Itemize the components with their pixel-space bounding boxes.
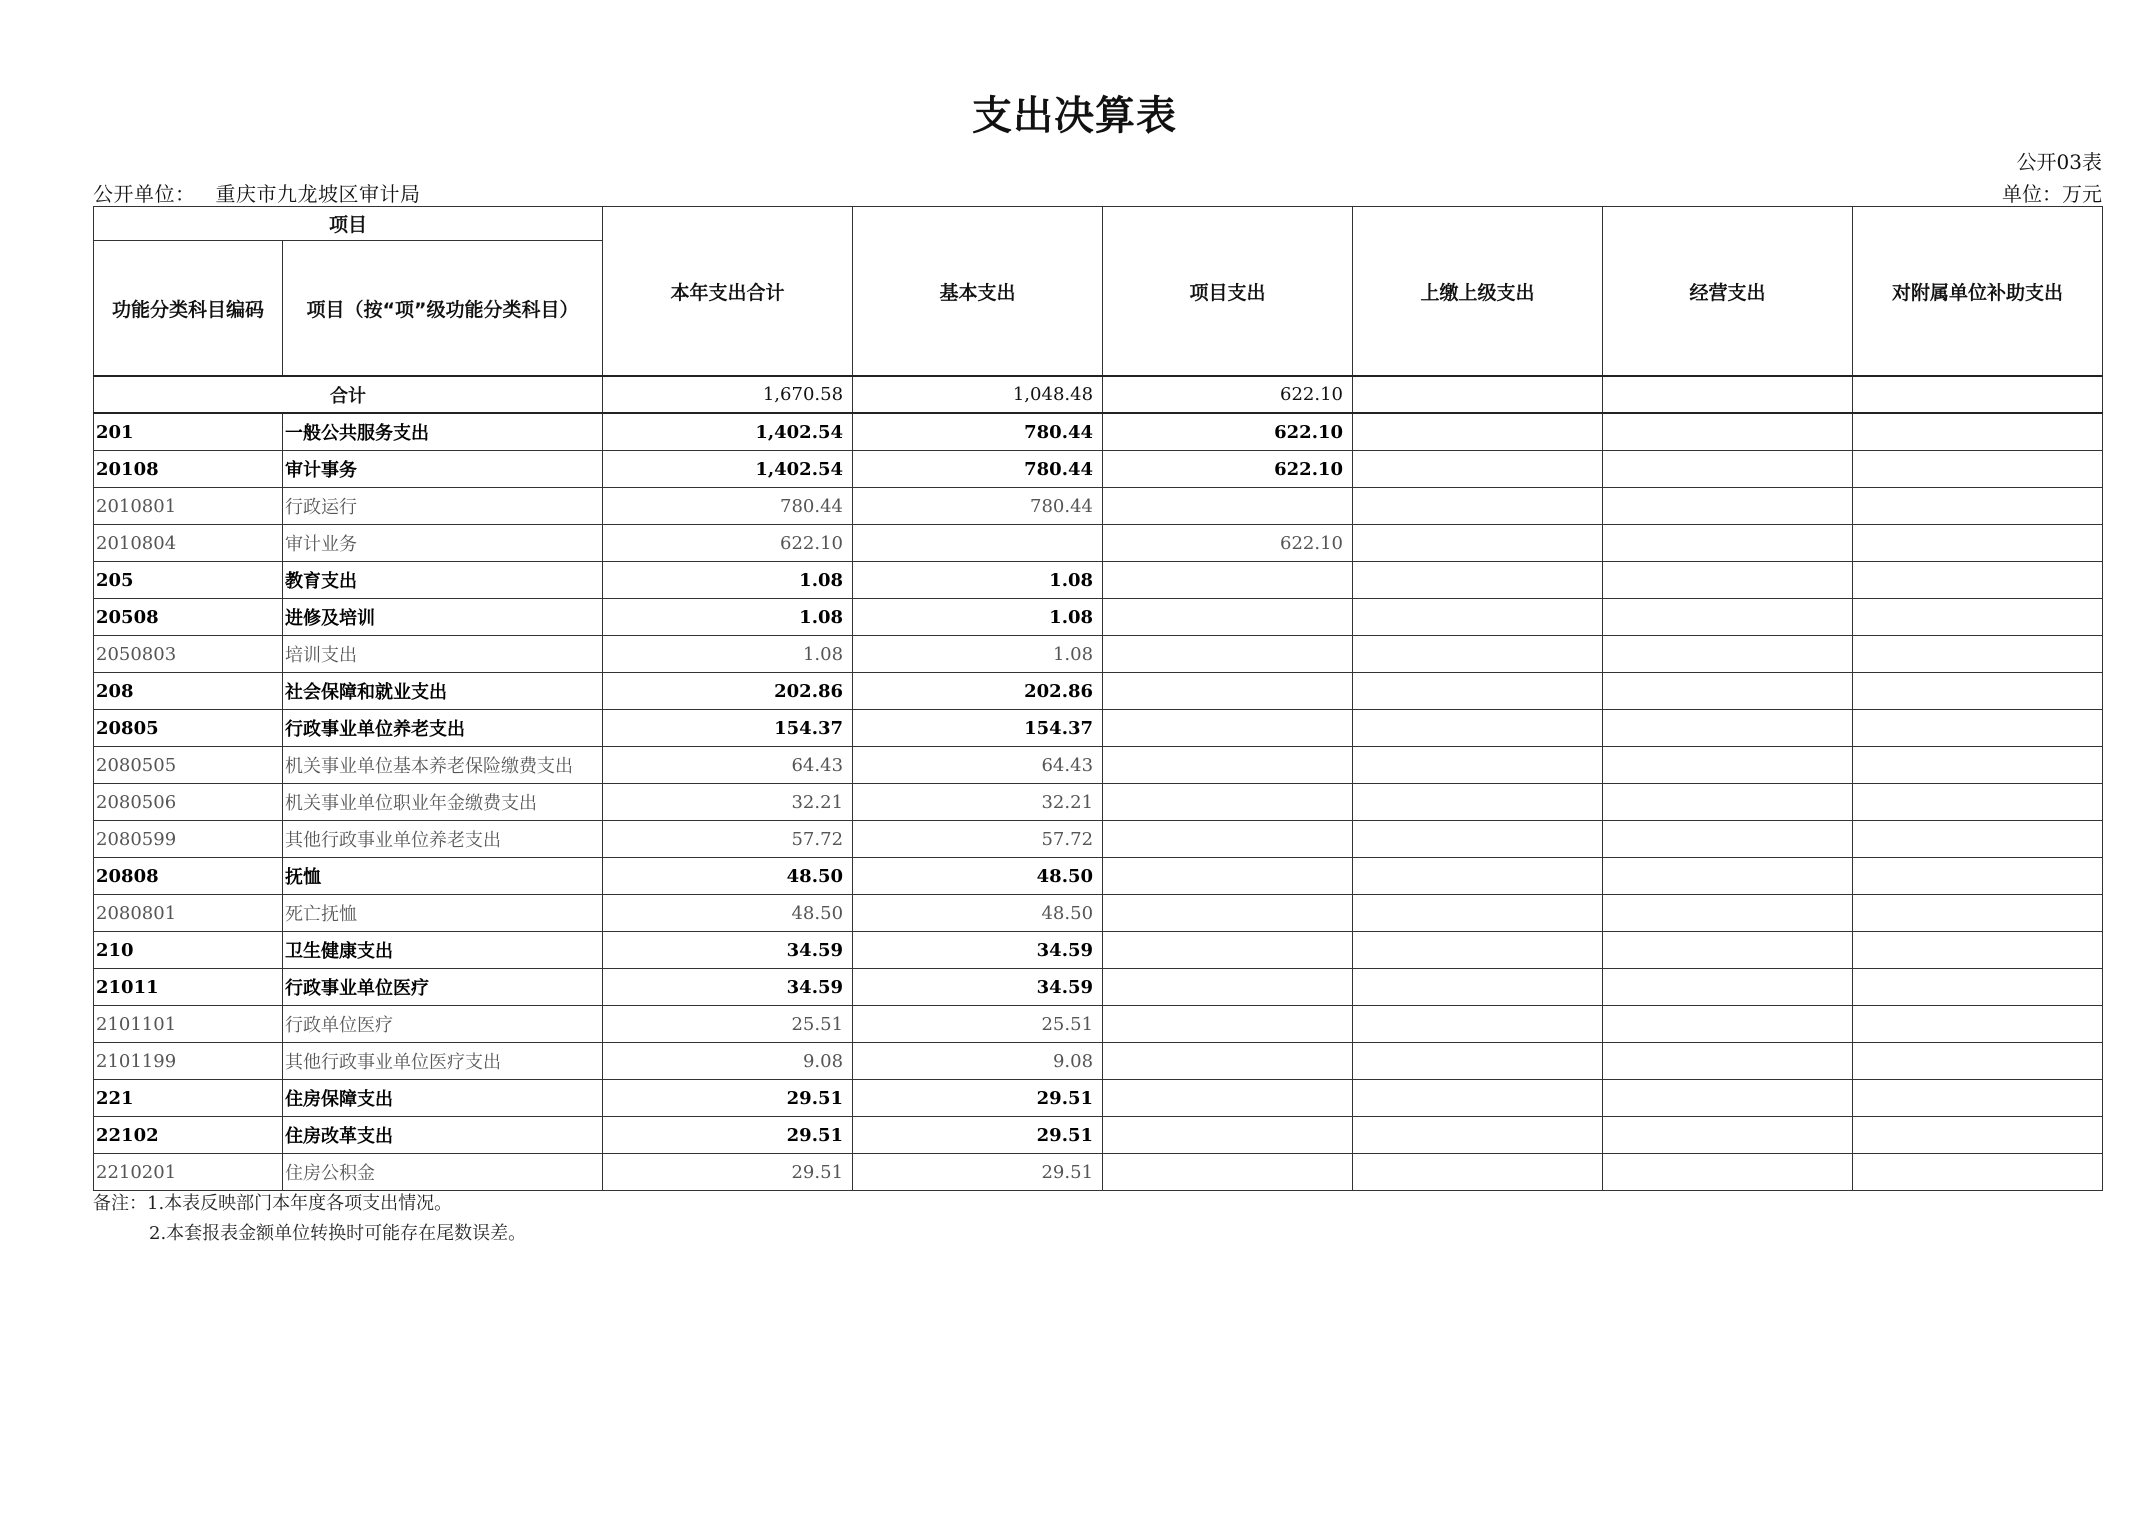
row-superior <box>1353 895 1603 932</box>
expenditure-table <box>93 206 2103 1191</box>
total-cell-subsidiary <box>1853 376 2103 413</box>
row-business <box>1603 821 1853 858</box>
table-row <box>94 932 2103 969</box>
header-business: 经营支出 <box>1603 207 1853 377</box>
total-cell-business <box>1603 376 1853 413</box>
row-business <box>1603 895 1853 932</box>
row-subsidiary <box>1853 895 2103 932</box>
row-basic: 29.51 <box>853 1154 1103 1191</box>
row-project <box>1103 821 1353 858</box>
note-2: 2.本套报表金额单位转换时可能存在尾数误差。 <box>149 1223 527 1244</box>
row-subsidiary <box>1853 525 2103 562</box>
header-superior: 上缴上级支出 <box>1353 207 1603 377</box>
row-business <box>1603 1080 1853 1117</box>
table-row <box>94 488 2103 525</box>
table-row <box>94 413 2103 451</box>
row-basic: 1.08 <box>853 636 1103 673</box>
row-code: 22102 <box>94 1117 283 1154</box>
row-subsidiary <box>1853 1080 2103 1117</box>
page-title: 支出决算表 <box>972 93 1177 139</box>
row-subsidiary <box>1853 451 2103 488</box>
row-name: 住房公积金 <box>283 1154 603 1191</box>
row-project <box>1103 636 1353 673</box>
row-superior <box>1353 1043 1603 1080</box>
row-name: 行政运行 <box>283 488 603 525</box>
row-basic: 154.37 <box>853 710 1103 747</box>
table-row <box>94 451 2103 488</box>
row-subsidiary <box>1853 488 2103 525</box>
row-total: 48.50 <box>603 858 853 895</box>
row-name: 住房改革支出 <box>283 1117 603 1154</box>
row-code: 2010804 <box>94 525 283 562</box>
row-superior <box>1353 1006 1603 1043</box>
row-code: 208 <box>94 673 283 710</box>
row-superior <box>1353 673 1603 710</box>
row-code: 2210201 <box>94 1154 283 1191</box>
row-superior <box>1353 636 1603 673</box>
row-name: 审计事务 <box>283 451 603 488</box>
row-basic: 57.72 <box>853 821 1103 858</box>
row-total: 29.51 <box>603 1154 853 1191</box>
row-code: 20808 <box>94 858 283 895</box>
row-basic: 29.51 <box>853 1080 1103 1117</box>
row-project <box>1103 747 1353 784</box>
row-business <box>1603 1043 1853 1080</box>
row-superior <box>1353 710 1603 747</box>
row-subsidiary <box>1853 747 2103 784</box>
row-subsidiary <box>1853 673 2103 710</box>
row-total: 1.08 <box>603 562 853 599</box>
note-1: 备注：1.本表反映部门本年度各项支出情况。 <box>93 1193 453 1214</box>
row-superior <box>1353 1154 1603 1191</box>
row-subsidiary <box>1853 562 2103 599</box>
total-cell-basic: 1,048.48 <box>853 376 1103 413</box>
row-project: 622.10 <box>1103 451 1353 488</box>
row-total: 1.08 <box>603 636 853 673</box>
header-total: 本年支出合计 <box>603 207 853 377</box>
table-row <box>94 636 2103 673</box>
row-subsidiary <box>1853 784 2103 821</box>
table-row <box>94 895 2103 932</box>
row-total: 780.44 <box>603 488 853 525</box>
unit-row <box>93 178 2102 207</box>
table-row <box>94 1043 2103 1080</box>
row-project: 622.10 <box>1103 413 1353 451</box>
row-code: 201 <box>94 413 283 451</box>
row-business <box>1603 1154 1853 1191</box>
row-superior <box>1353 488 1603 525</box>
header-basic: 基本支出 <box>853 207 1103 377</box>
row-business <box>1603 599 1853 636</box>
row-business <box>1603 969 1853 1006</box>
row-business <box>1603 413 1853 451</box>
row-name: 抚恤 <box>283 858 603 895</box>
row-superior <box>1353 747 1603 784</box>
row-basic: 1.08 <box>853 599 1103 636</box>
row-code: 205 <box>94 562 283 599</box>
header-name: 项目（按“项”级功能分类科目） <box>283 241 603 377</box>
row-project <box>1103 784 1353 821</box>
row-total: 1,402.54 <box>603 413 853 451</box>
row-project <box>1103 1117 1353 1154</box>
row-name: 教育支出 <box>283 562 603 599</box>
row-name: 进修及培训 <box>283 599 603 636</box>
row-project <box>1103 673 1353 710</box>
row-code: 20508 <box>94 599 283 636</box>
row-total: 25.51 <box>603 1006 853 1043</box>
row-superior <box>1353 821 1603 858</box>
row-subsidiary <box>1853 1154 2103 1191</box>
row-superior <box>1353 858 1603 895</box>
total-label: 合计 <box>94 376 603 413</box>
row-code: 2080505 <box>94 747 283 784</box>
row-total: 57.72 <box>603 821 853 858</box>
form-number: 公开03表 <box>2016 150 2102 174</box>
total-cell-project: 622.10 <box>1103 376 1353 413</box>
row-basic: 202.86 <box>853 673 1103 710</box>
row-name: 社会保障和就业支出 <box>283 673 603 710</box>
table-row <box>94 673 2103 710</box>
total-cell-superior <box>1353 376 1603 413</box>
row-business <box>1603 525 1853 562</box>
row-subsidiary <box>1853 710 2103 747</box>
row-name: 其他行政事业单位医疗支出 <box>283 1043 603 1080</box>
reporting-unit <box>93 178 421 207</box>
table-row <box>94 1080 2103 1117</box>
row-business <box>1603 932 1853 969</box>
row-project <box>1103 1080 1353 1117</box>
row-superior <box>1353 413 1603 451</box>
row-total: 64.43 <box>603 747 853 784</box>
row-total: 154.37 <box>603 710 853 747</box>
row-name: 行政事业单位医疗 <box>283 969 603 1006</box>
row-code: 2101101 <box>94 1006 283 1043</box>
row-name: 死亡抚恤 <box>283 895 603 932</box>
row-total: 34.59 <box>603 969 853 1006</box>
row-subsidiary <box>1853 821 2103 858</box>
row-total: 9.08 <box>603 1043 853 1080</box>
row-subsidiary <box>1853 1006 2103 1043</box>
total-row <box>94 376 2103 413</box>
row-basic: 1.08 <box>853 562 1103 599</box>
table-row <box>94 969 2103 1006</box>
row-project <box>1103 969 1353 1006</box>
row-total: 29.51 <box>603 1080 853 1117</box>
row-basic: 32.21 <box>853 784 1103 821</box>
row-superior <box>1353 599 1603 636</box>
row-business <box>1603 1117 1853 1154</box>
table-row <box>94 784 2103 821</box>
row-superior <box>1353 451 1603 488</box>
row-project: 622.10 <box>1103 525 1353 562</box>
row-code: 2010801 <box>94 488 283 525</box>
table-row <box>94 525 2103 562</box>
row-name: 机关事业单位职业年金缴费支出 <box>283 784 603 821</box>
row-code: 2101199 <box>94 1043 283 1080</box>
row-business <box>1603 488 1853 525</box>
row-basic: 34.59 <box>853 969 1103 1006</box>
row-project <box>1103 1154 1353 1191</box>
row-code: 2050803 <box>94 636 283 673</box>
row-basic: 64.43 <box>853 747 1103 784</box>
header-code: 功能分类科目编码 <box>94 241 283 377</box>
row-code: 221 <box>94 1080 283 1117</box>
row-total: 1,402.54 <box>603 451 853 488</box>
row-subsidiary <box>1853 969 2103 1006</box>
row-total: 202.86 <box>603 673 853 710</box>
row-name: 一般公共服务支出 <box>283 413 603 451</box>
table-row <box>94 1117 2103 1154</box>
row-name: 其他行政事业单位养老支出 <box>283 821 603 858</box>
row-subsidiary <box>1853 413 2103 451</box>
currency-unit: 单位：万元 <box>2002 182 2102 206</box>
unit-label: 公开单位： <box>93 182 196 206</box>
table-row <box>94 562 2103 599</box>
header-subsidiary: 对附属单位补助支出 <box>1853 207 2103 377</box>
row-basic: 780.44 <box>853 451 1103 488</box>
row-subsidiary <box>1853 1117 2103 1154</box>
row-basic: 34.59 <box>853 932 1103 969</box>
row-basic: 48.50 <box>853 858 1103 895</box>
row-name: 行政单位医疗 <box>283 1006 603 1043</box>
row-superior <box>1353 1080 1603 1117</box>
row-total: 622.10 <box>603 525 853 562</box>
row-superior <box>1353 562 1603 599</box>
table-row <box>94 599 2103 636</box>
row-subsidiary <box>1853 599 2103 636</box>
row-name: 培训支出 <box>283 636 603 673</box>
row-code: 210 <box>94 932 283 969</box>
row-code: 2080506 <box>94 784 283 821</box>
row-code: 2080801 <box>94 895 283 932</box>
row-basic: 25.51 <box>853 1006 1103 1043</box>
table-row <box>94 858 2103 895</box>
row-business <box>1603 784 1853 821</box>
row-project <box>1103 858 1353 895</box>
row-subsidiary <box>1853 636 2103 673</box>
row-name: 审计业务 <box>283 525 603 562</box>
row-basic: 48.50 <box>853 895 1103 932</box>
row-name: 机关事业单位基本养老保险缴费支出 <box>283 747 603 784</box>
row-basic: 780.44 <box>853 488 1103 525</box>
row-project <box>1103 1043 1353 1080</box>
row-subsidiary <box>1853 858 2103 895</box>
row-project <box>1103 599 1353 636</box>
row-total: 48.50 <box>603 895 853 932</box>
row-project <box>1103 488 1353 525</box>
row-business <box>1603 451 1853 488</box>
row-code: 20805 <box>94 710 283 747</box>
row-business <box>1603 1006 1853 1043</box>
row-superior <box>1353 932 1603 969</box>
row-total: 32.21 <box>603 784 853 821</box>
row-project <box>1103 1006 1353 1043</box>
row-basic: 780.44 <box>853 413 1103 451</box>
row-total: 29.51 <box>603 1117 853 1154</box>
row-project <box>1103 895 1353 932</box>
table-row <box>94 1154 2103 1191</box>
table-row <box>94 1006 2103 1043</box>
table-row <box>94 821 2103 858</box>
row-project <box>1103 562 1353 599</box>
row-code: 21011 <box>94 969 283 1006</box>
row-code: 20108 <box>94 451 283 488</box>
row-superior <box>1353 1117 1603 1154</box>
row-business <box>1603 747 1853 784</box>
row-business <box>1603 710 1853 747</box>
row-code: 2080599 <box>94 821 283 858</box>
row-business <box>1603 858 1853 895</box>
row-superior <box>1353 525 1603 562</box>
header-group-project: 项目 <box>94 207 603 241</box>
table-row <box>94 710 2103 747</box>
row-basic: 29.51 <box>853 1117 1103 1154</box>
row-superior <box>1353 969 1603 1006</box>
row-superior <box>1353 784 1603 821</box>
row-basic: 9.08 <box>853 1043 1103 1080</box>
row-business <box>1603 636 1853 673</box>
row-name: 行政事业单位养老支出 <box>283 710 603 747</box>
notes <box>93 1189 526 1249</box>
row-name: 卫生健康支出 <box>283 932 603 969</box>
row-basic <box>853 525 1103 562</box>
row-project <box>1103 932 1353 969</box>
row-total: 34.59 <box>603 932 853 969</box>
row-subsidiary <box>1853 932 2103 969</box>
table-row <box>94 747 2103 784</box>
row-project <box>1103 710 1353 747</box>
row-total: 1.08 <box>603 599 853 636</box>
header-project: 项目支出 <box>1103 207 1353 377</box>
row-name: 住房保障支出 <box>283 1080 603 1117</box>
unit-name: 重庆市九龙坡区审计局 <box>215 182 421 206</box>
row-subsidiary <box>1853 1043 2103 1080</box>
row-business <box>1603 562 1853 599</box>
row-business <box>1603 673 1853 710</box>
total-cell-total: 1,670.58 <box>603 376 853 413</box>
